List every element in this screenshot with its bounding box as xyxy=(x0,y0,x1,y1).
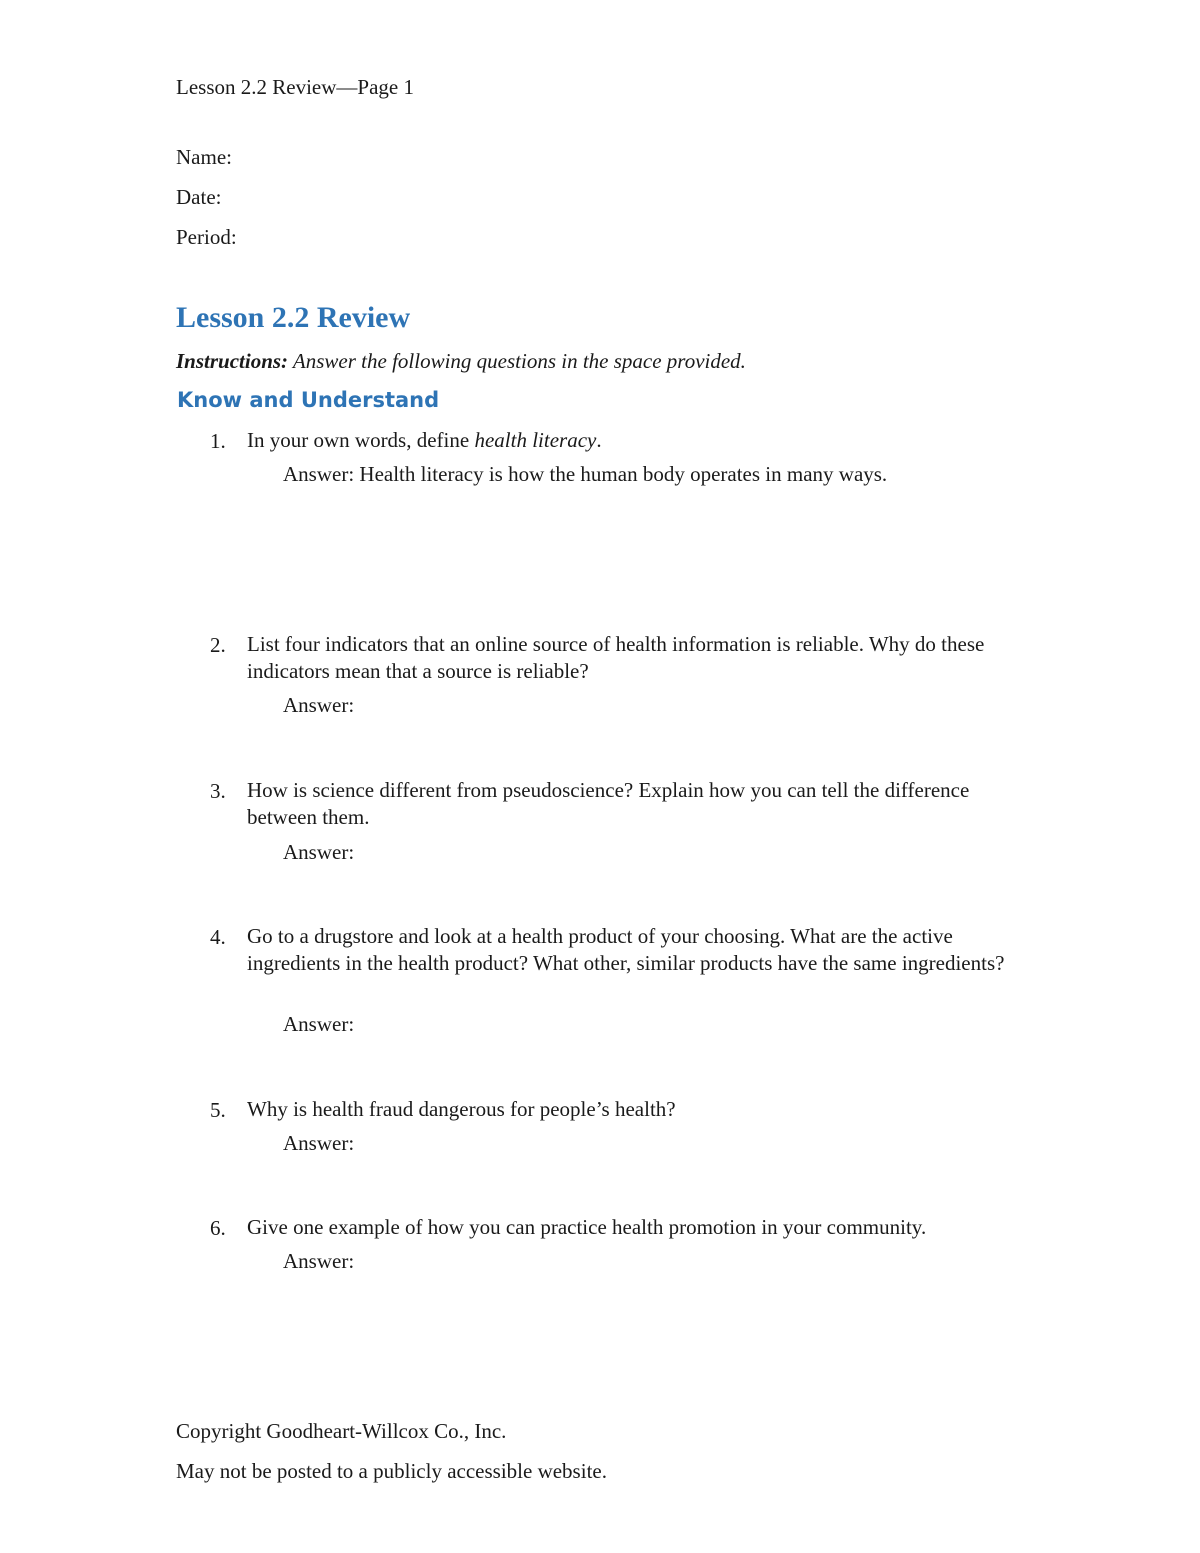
question-text: Go to a drugstore and look at a health product of your choosing. What are the active ingredients in the health product? What other, similar products have the same ingredients? xyxy=(247,924,1005,975)
answer-text: Answer: xyxy=(283,1131,355,1155)
question-number: 1. xyxy=(210,429,226,453)
answer-text: Answer: Health literacy is how the human body operates in many ways. xyxy=(283,462,888,486)
posting-notice: May not be posted to a publicly accessible website. xyxy=(176,1459,607,1483)
name-field-label: Name: xyxy=(176,145,232,169)
period-field-label: Period: xyxy=(176,225,237,249)
question-number: 2. xyxy=(210,633,226,657)
copyright-notice: Copyright Goodheart-Willcox Co., Inc. xyxy=(176,1419,507,1443)
question-text: List four indicators that an online source of health information is reliable. Why do these indicators mean that a source is reliable? xyxy=(247,632,985,683)
date-field-label: Date: xyxy=(176,185,222,209)
question-text-part: In your own words, define xyxy=(247,428,475,452)
question-text: Give one example of how you can practice health promotion in your community. xyxy=(247,1215,927,1239)
answer-text: Answer: xyxy=(283,840,355,864)
question-text xyxy=(247,427,1037,454)
instructions-text: Answer the following questions in the space provided. xyxy=(288,349,746,373)
section-heading: Know and Understand xyxy=(177,388,440,412)
question-number: 6. xyxy=(210,1216,226,1240)
answer-text: Answer: xyxy=(283,1012,355,1036)
question-text: Why is health fraud dangerous for people’s health? xyxy=(247,1097,676,1121)
page-header: Lesson 2.2 Review—Page 1 xyxy=(176,75,414,99)
question-number: 4. xyxy=(210,925,226,949)
question-term: health literacy xyxy=(474,428,597,452)
question-number: 5. xyxy=(210,1098,226,1122)
question-text: How is science different from pseudoscience? Explain how you can tell the difference between them. xyxy=(247,778,970,829)
instructions-label: Instructions: xyxy=(176,349,289,373)
instructions xyxy=(176,347,746,375)
question-text-part: . xyxy=(596,428,602,452)
answer-text: Answer: xyxy=(283,1249,355,1273)
answer-text: Answer: xyxy=(283,693,355,717)
lesson-title: Lesson 2.2 Review xyxy=(176,301,411,334)
question-number: 3. xyxy=(210,779,226,803)
